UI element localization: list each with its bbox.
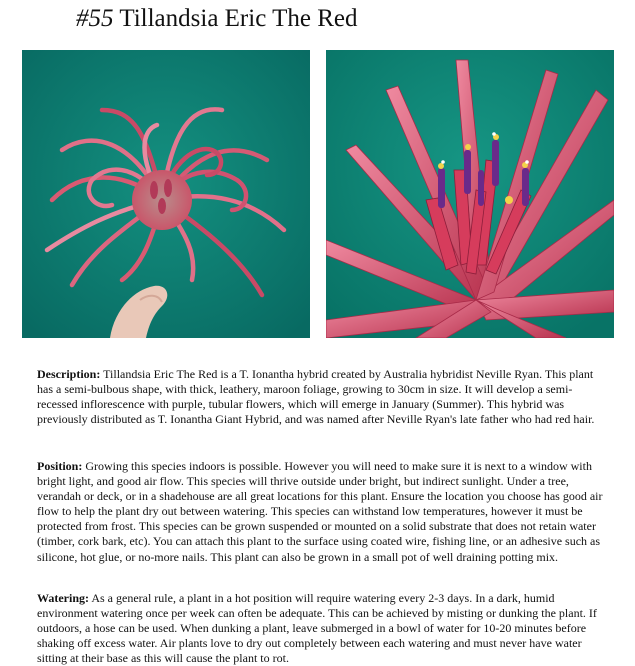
title-name: Tillandsia Eric The Red [119, 5, 358, 32]
position-heading: Position: [37, 459, 83, 473]
watering-section [37, 591, 609, 666]
description-heading: Description: [37, 367, 101, 381]
tillandsia-whole-plant-photo [22, 50, 310, 338]
plant-illustration [22, 50, 310, 338]
tillandsia-flower-closeup-photo [326, 50, 614, 338]
page-title [76, 4, 357, 34]
description-body: Tillandsia Eric The Red is a T. Ionantha hybrid created by Australia hybridist Neville Ryan. This plant has a semi-bulbous shape, with thick, leathery, maroon foliage, growing to 30cm in size. It will develop a semi-recessed inflorescence with purple, tubular flowers, which will emerge in January (Summer). This hybrid was previously distributed as T. Ionantha Giant Hybrid, and was named after Neville Ryan's late father who had red hair. [37, 367, 595, 427]
watering-body: As a general rule, a plant in a hot position will require watering every 2-3 days. In a dark, humid environment watering once per week can often be adequate. This can be achieved by misting or dunking the plant. If outdoors, a hose can be used. When dunking a plant, leave submerged in a bowl of water for 10-20 minutes before shaking off excess water. Air plants love to dry out completely between each watering and must never have water sitting at their base as this will cause the plant to rot. [37, 591, 597, 666]
position-section [37, 459, 609, 565]
watering-heading: Watering: [37, 591, 89, 605]
position-body: Growing this species indoors is possible. However you will need to make sure it is next to a window with bright light, and good air flow. This species will thrive outside under bright, but indirect sunlight. Under a tree, verandah or deck, or in a shadehouse are all great locations for this plant. Ensure the location you choose has good air flow to help the plant dry out between watering. This species can withstand low temperatures, however it must be protected from frost. This species can be grown suspended or mounted on a solid substrate that does not retain water (timber, cork bark, etc). You can attach this plant to the surface using coated wire, fishing line, or an adhesive such as silicone, hot glue, or no-more nails. This plant can also be grown in a small pot of well draining potting mix. [37, 459, 603, 564]
description-section [37, 367, 609, 427]
flower-illustration [326, 50, 614, 338]
title-number: #55 [76, 5, 114, 32]
